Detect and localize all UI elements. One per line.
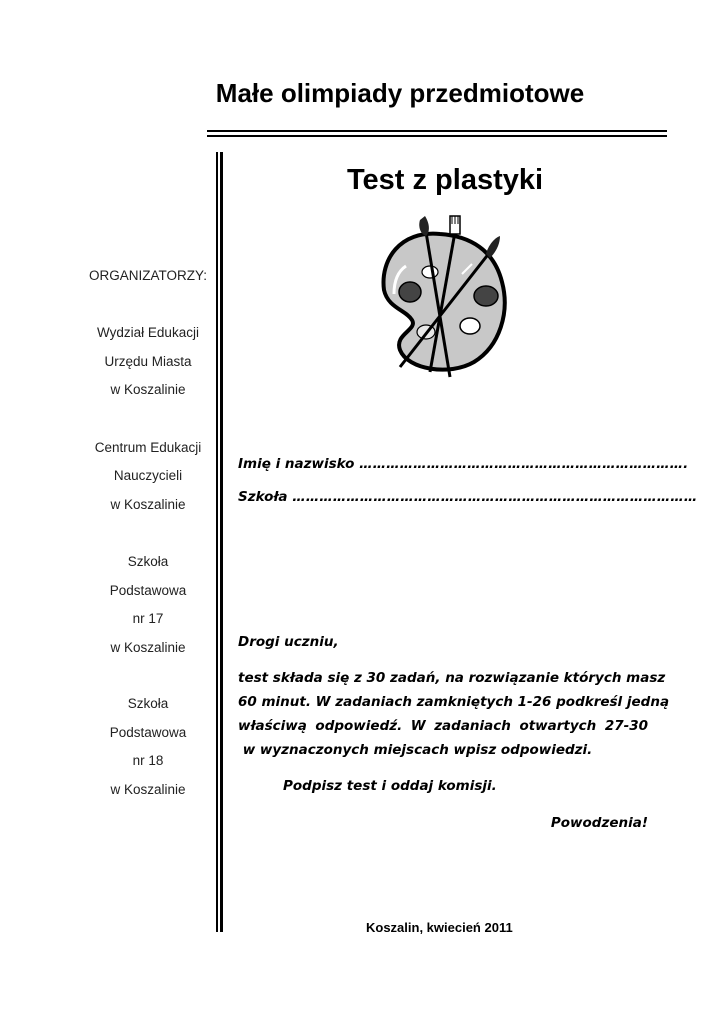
letter-body-line: 60 minut. W zadaniach zamkniętych 1-26 podkreśl jedną <box>238 694 670 710</box>
organizer-line: Podstawowa <box>109 725 187 740</box>
palette-with-brushes-icon <box>370 212 520 382</box>
organizer-line: Szkoła <box>127 554 169 569</box>
letter-body-line: w wyznaczonych miejscach wpisz odpowiedzi. <box>238 742 593 758</box>
organizer-line: nr 18 <box>132 753 164 768</box>
school-field[interactable]: Szkoła ……………………………………………………………………………… <box>238 489 698 505</box>
vertical-divider-thick <box>220 152 223 932</box>
vertical-divider-thin <box>216 152 218 932</box>
letter-closing: Powodzenia! <box>550 815 648 831</box>
organizer-line: Szkoła <box>127 696 169 711</box>
title-divider <box>207 130 667 137</box>
organizer-line: w Koszalinie <box>110 382 186 397</box>
footer-place-date: Koszalin, kwiecień 2011 <box>366 920 513 935</box>
name-field[interactable]: Imię i nazwisko ………………………………………………………………. <box>238 456 689 472</box>
organizer-line: w Koszalinie <box>110 640 186 655</box>
letter-body-line: właściwą odpowiedź. W zadaniach otwartych 27-30 <box>238 718 648 734</box>
organizer-line: Centrum Edukacji <box>94 440 202 455</box>
letter-greeting: Drogi uczniu, <box>238 634 339 650</box>
organizers-heading: ORGANIZATORZY: <box>88 268 207 283</box>
letter-body-line: test składa się z 30 zadań, na rozwiązanie których masz <box>238 670 666 686</box>
organizer-line: nr 17 <box>132 611 164 626</box>
test-subtitle: Test z plastyki <box>346 164 544 196</box>
organizer-line: Urzędu Miasta <box>104 354 192 369</box>
organizer-line: w Koszalinie <box>110 497 186 512</box>
organizer-line: Nauczycieli <box>113 468 183 483</box>
organizer-line: Wydział Edukacji <box>97 325 199 340</box>
organizer-line: Podstawowa <box>109 583 187 598</box>
page-title: Małe olimpiady przedmiotowe <box>215 78 585 108</box>
letter-instruction: Podpisz test i oddaj komisji. <box>283 778 497 794</box>
organizer-line: w Koszalinie <box>110 782 186 797</box>
